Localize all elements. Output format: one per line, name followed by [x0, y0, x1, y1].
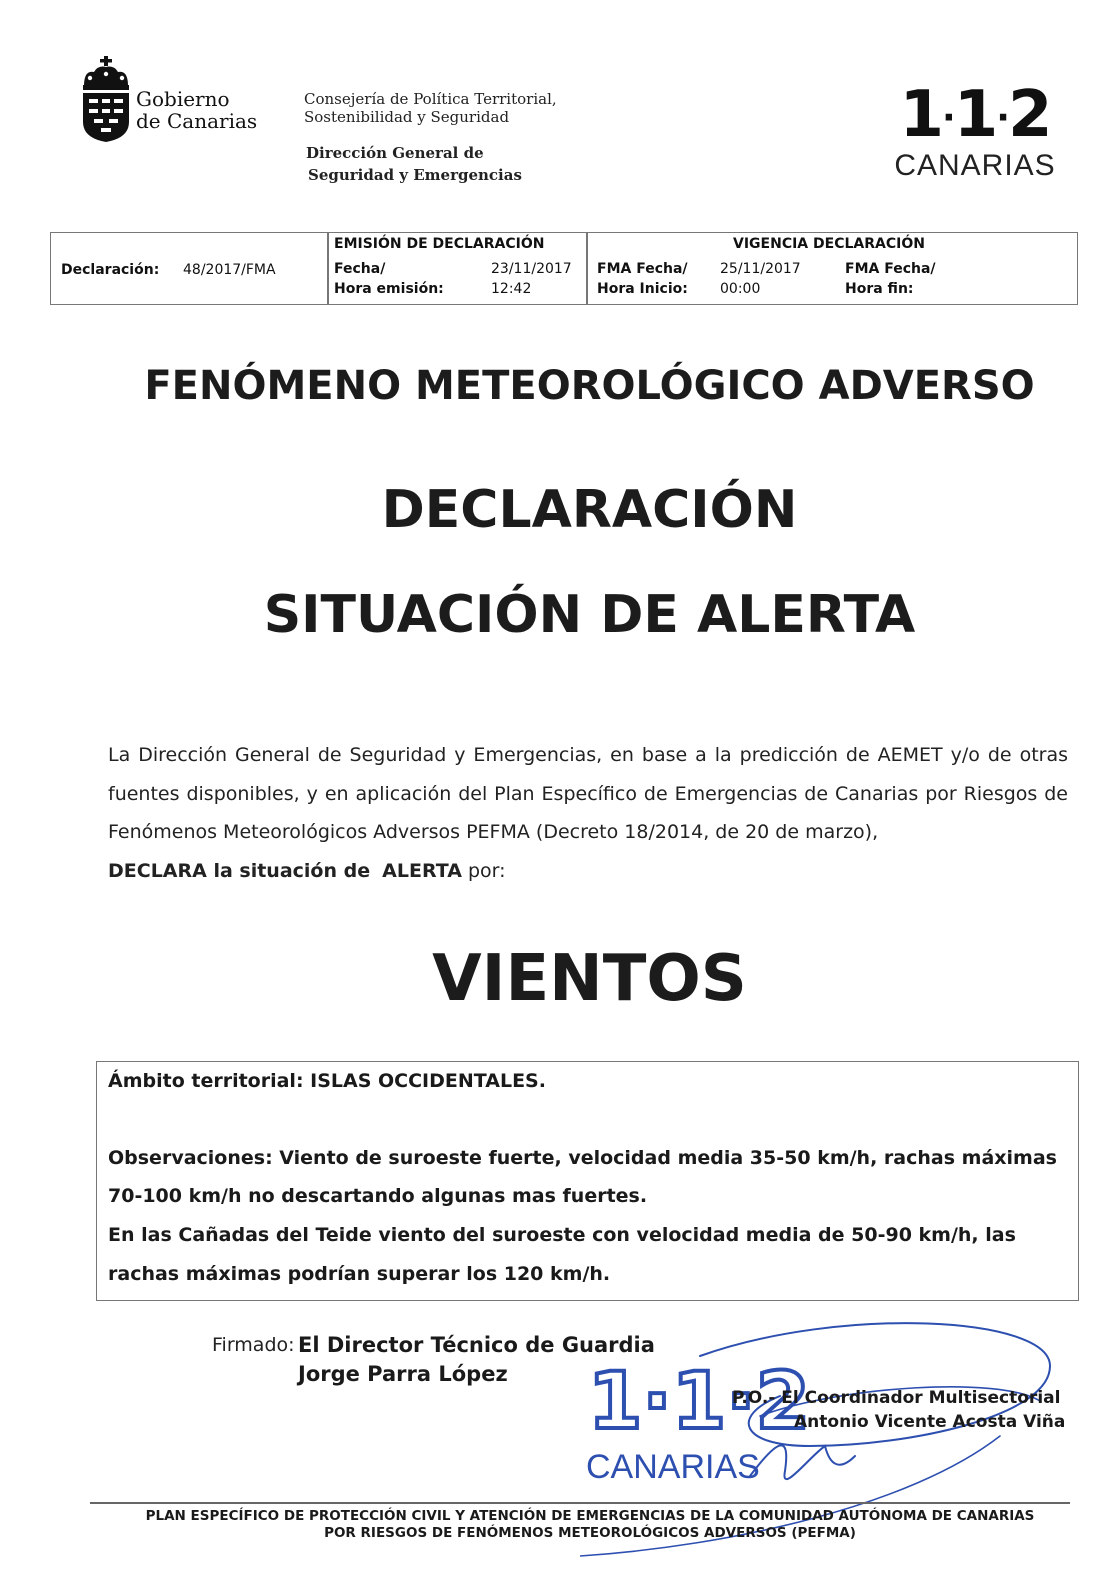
ambito-territorial: Ámbito territorial: ISLAS OCCIDENTALES. [108, 1070, 546, 1092]
stamp-number-text: 1·1·2 [588, 1357, 811, 1447]
stamp-sub-text: CANARIAS [586, 1448, 760, 1486]
phenomenon-type-title: VIENTOS [432, 942, 747, 1016]
emision-header: EMISIÓN DE DECLARACIÓN [334, 236, 545, 252]
logo-dot: · [996, 97, 1008, 139]
observations-line-2: 70-100 km/h no descartando algunas mas fuertes. [108, 1185, 648, 1207]
coordinator-signature-block [732, 1386, 1065, 1434]
emision-hora-label: Hora emisión: [334, 281, 444, 297]
inicio-fecha-label: FMA Fecha/ [597, 261, 688, 277]
inicio-hora-value: 00:00 [720, 281, 761, 297]
consejeria-name [304, 90, 557, 126]
declaracion-value: 48/2017/FMA [183, 262, 276, 278]
declaration-table [50, 232, 1078, 305]
consejeria-line2: Sostenibilidad y Seguridad [304, 108, 510, 126]
gobierno-canarias-crest-icon [80, 56, 132, 142]
observations-line-3: En las Cañadas del Teide viento del suroeste con velocidad media de 50-90 km/h, las [108, 1224, 1016, 1246]
inicio-hora-label: Hora Inicio: [597, 281, 688, 297]
government-name-line1: Gobierno [136, 87, 230, 111]
coordinator-name: Antonio Vicente Acosta Viña [794, 1412, 1066, 1432]
firmado-label: Firmado: [212, 1334, 295, 1356]
paragraph-declara: DECLARA la situación de [108, 859, 371, 882]
footer-line-2: POR RIESGOS DE FENÓMENOS METEOROLÓGICOS ADVERSOS (PEFMA) [324, 1525, 856, 1541]
coordinator-title: P.O.- El Coordinador Multisectorial [732, 1388, 1061, 1408]
observations-box [96, 1061, 1079, 1301]
logo-112-number [880, 78, 1070, 152]
footer-text [60, 1508, 1119, 1542]
inicio-fecha-value: 25/11/2017 [720, 261, 801, 277]
paragraph-alerta: ALERTA [382, 859, 462, 882]
phenomenon-title: FENÓMENO METEOROLÓGICO ADVERSO [144, 363, 1035, 409]
observations-line-1: Observaciones: Viento de suroeste fuerte, velocidad media 35-50 km/h, rachas máximas [108, 1147, 1057, 1169]
declaracion-title: DECLARACIÓN [381, 480, 798, 540]
table-divider [327, 233, 329, 304]
declaracion-label: Declaración: [61, 262, 160, 278]
emision-fecha-label: Fecha/ [334, 261, 386, 277]
fin-hora-label: Hora fin: [845, 281, 914, 297]
logo-digit-2: 1 [953, 78, 997, 152]
direccion-line2: Seguridad y Emergencias [308, 166, 522, 184]
logo-112-canarias [880, 78, 1070, 183]
government-name-line2: de Canarias [136, 109, 258, 133]
footer-line-1: PLAN ESPECÍFICO DE PROTECCIÓN CIVIL Y ATENCIÓN DE EMERGENCIAS DE LA COMUNIDAD AUTÓNOMA DE CANARIAS [145, 1508, 1035, 1524]
vigencia-header: VIGENCIA DECLARACIÓN [733, 236, 925, 252]
table-divider [586, 233, 588, 304]
paragraph-body: La Dirección General de Seguridad y Emergencias, en base a la predicción de AEMET y/o de otras fuentes disponibles, y en aplicación del Plan Específico de Emergencias de Canarias por Riesgos de Fenómenos Meteorológicos Adversos PEFMA (Decreto 18/2014, de 20 de marzo), [108, 744, 1068, 843]
situacion-title: SITUACIÓN DE ALERTA [263, 585, 916, 645]
director-signature-block [298, 1331, 655, 1389]
direccion-general-name [306, 142, 522, 186]
logo-112-sub: CANARIAS [894, 149, 1056, 183]
director-name: Jorge Parra López [298, 1362, 508, 1386]
paragraph-por: por: [467, 859, 506, 882]
declaration-paragraph [108, 736, 1068, 890]
director-title: El Director Técnico de Guardia [298, 1333, 655, 1357]
government-name [136, 88, 257, 132]
logo-digit-1: 1 [899, 78, 943, 152]
consejeria-line1: Consejería de Política Territorial, [304, 90, 557, 108]
direccion-line1: Dirección General de [306, 144, 484, 162]
footer-divider [90, 1502, 1070, 1504]
emision-hora-value: 12:42 [491, 281, 532, 297]
observations-line-4: rachas máximas podrían superar los 120 km/h. [108, 1263, 611, 1285]
logo-dot: · [942, 97, 954, 139]
logo-digit-3: 2 [1007, 78, 1051, 152]
emision-fecha-value: 23/11/2017 [491, 261, 572, 277]
fin-fecha-label: FMA Fecha/ [845, 261, 936, 277]
